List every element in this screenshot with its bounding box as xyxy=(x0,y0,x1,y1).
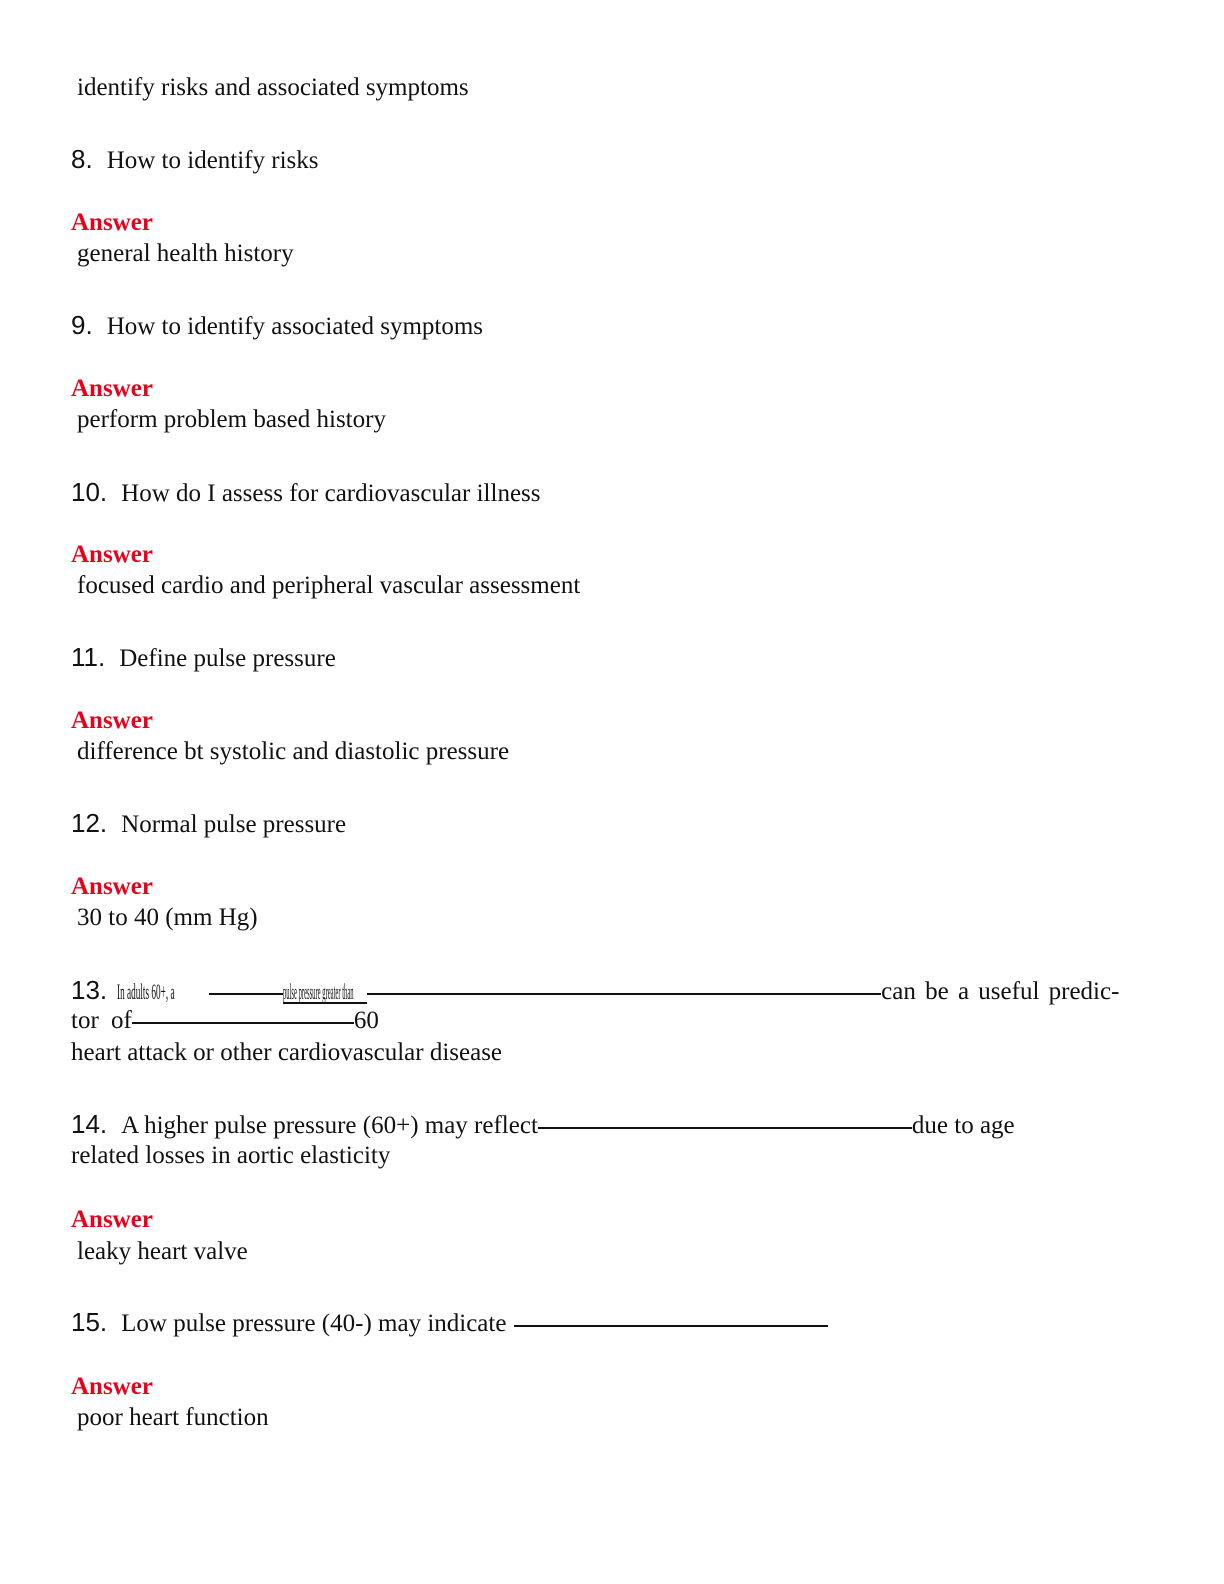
answer-text: difference bt systolic and diastolic pressure xyxy=(77,738,510,765)
fill-in-blank xyxy=(209,993,283,995)
question-9 xyxy=(71,309,483,343)
question-text: How to identify risks xyxy=(106,147,319,174)
question-number: 15. xyxy=(71,1307,108,1337)
question-number: 10. xyxy=(71,477,108,507)
question-13 xyxy=(71,974,1141,1008)
question-text: 60 xyxy=(353,1007,379,1034)
fill-in-blank xyxy=(514,1325,828,1327)
question-number: 14. xyxy=(71,1109,108,1139)
answer-text: general health history xyxy=(77,240,294,267)
question-text: How do I assess for cardiovascular illness xyxy=(121,480,541,507)
answer-label: Answer xyxy=(71,209,153,236)
question-11 xyxy=(71,641,336,675)
intro-answer-text: identify risks and associated symptoms xyxy=(77,74,469,101)
question-15 xyxy=(71,1306,828,1340)
question-number: 12. xyxy=(71,808,108,838)
question-number: 13. xyxy=(71,975,108,1005)
question-number: 9. xyxy=(71,310,93,340)
question-text: Define pulse pressure xyxy=(119,645,336,672)
fill-in-blank xyxy=(538,1127,912,1129)
question-13-line-3: heart attack or other cardiovascular disease xyxy=(71,1039,503,1066)
answer-text: focused cardio and peripheral vascular assessment xyxy=(77,572,581,599)
question-10 xyxy=(71,476,541,510)
question-text-compressed: pulse pressure greater than xyxy=(283,979,354,1004)
question-number: 8. xyxy=(71,144,93,174)
question-12 xyxy=(71,807,346,841)
question-number: 11. xyxy=(71,642,106,672)
question-text-compressed: In adults 60+, a xyxy=(117,979,175,1004)
question-13-line-2 xyxy=(71,1005,379,1037)
answer-text: 30 to 40 (mm Hg) xyxy=(77,904,258,931)
question-14-line-2: related losses in aortic elasticity xyxy=(71,1142,391,1169)
answer-text: perform problem based history xyxy=(77,406,386,433)
answer-label: Answer xyxy=(71,1206,153,1233)
question-text: Low pulse pressure (40-) may indicate xyxy=(121,1310,507,1337)
question-text: tor of xyxy=(71,1007,132,1034)
answer-text: poor heart function xyxy=(77,1404,269,1431)
answer-label: Answer xyxy=(71,873,153,900)
answer-text: leaky heart valve xyxy=(77,1238,248,1265)
answer-label: Answer xyxy=(71,541,153,568)
question-8 xyxy=(71,143,318,177)
question-text: Normal pulse pressure xyxy=(121,811,347,838)
question-text: How to identify associated symptoms xyxy=(106,313,484,340)
question-text: due to age xyxy=(911,1112,1015,1139)
question-14 xyxy=(71,1108,1015,1142)
question-text: can be a useful predic- xyxy=(881,978,1120,1005)
answer-label: Answer xyxy=(71,1373,153,1400)
answer-label: Answer xyxy=(71,375,153,402)
fill-in-blank xyxy=(367,993,881,995)
answer-label: Answer xyxy=(71,707,153,734)
question-text: A higher pulse pressure (60+) may reflect xyxy=(121,1112,538,1139)
fill-in-blank xyxy=(132,1022,354,1024)
